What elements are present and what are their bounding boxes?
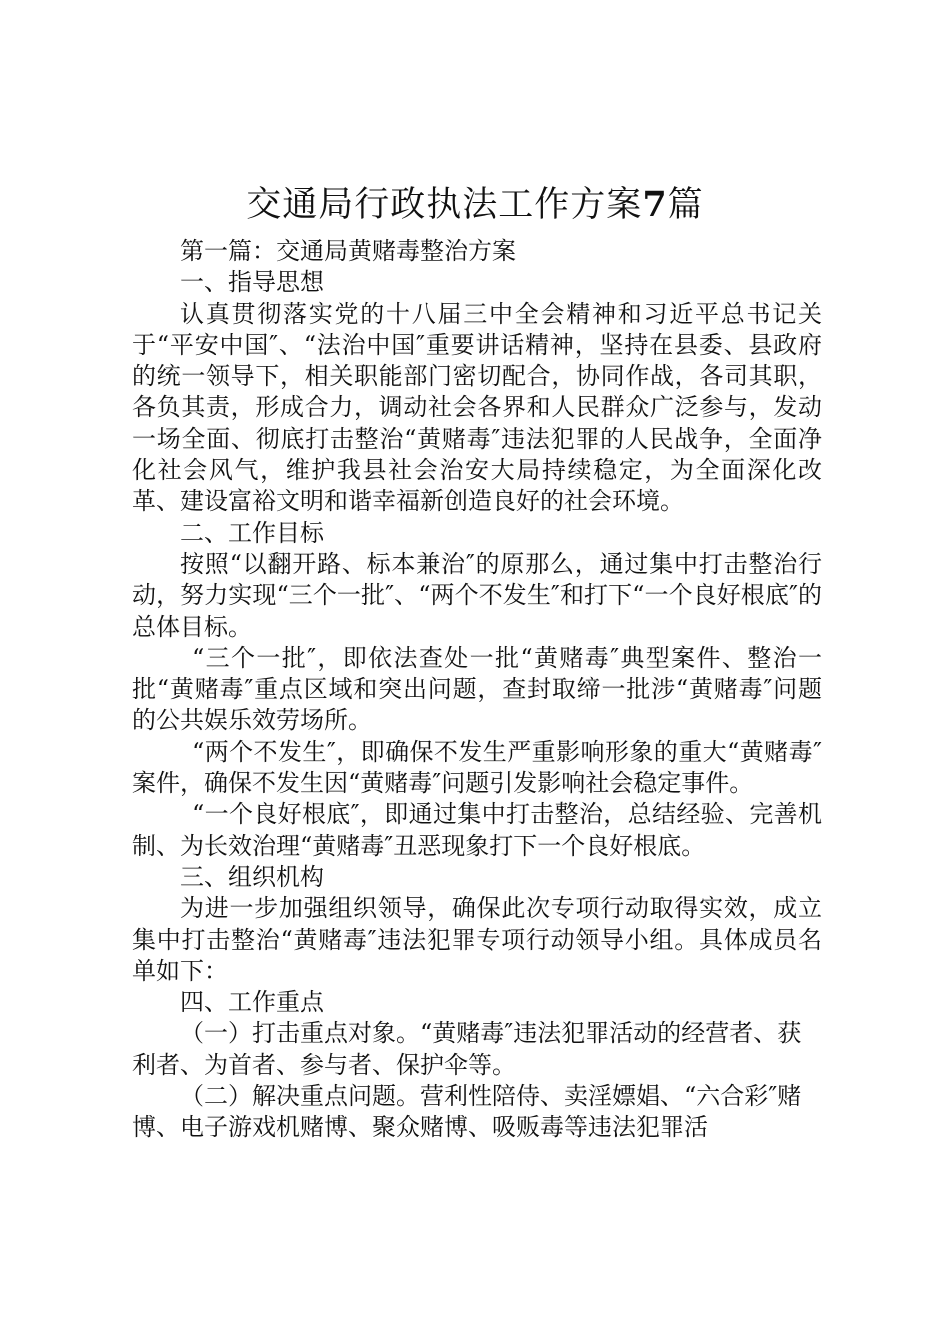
heading-organization: 三、组织机构	[180, 862, 324, 891]
paragraph-focus-targets: （一）打击重点对象。“黄赌毒″违法犯罪活动的经营者、获利者、为首者、参与者、保护伞等。	[132, 1019, 802, 1079]
document-title	[0, 180, 950, 230]
paragraph-three-batches: “三个一批″，即依法查处一批“黄赌毒″典型案件、整治一批“黄赌毒″重点区域和突出问题，查封取缔一批涉“黄赌毒″问题的公共娱乐效劳场所。	[132, 643, 822, 735]
heading-work-goals: 二、工作目标	[180, 518, 324, 547]
paragraph-work-goals: 按照“以翻开路、标本兼治″的原那么，通过集中打击整治行动，努力实现“三个一批″、“两个不发生″和打下“一个良好根底″的总体目标。	[132, 549, 822, 641]
title-main: 交通局行政执法工作方案	[246, 185, 643, 225]
document-body	[132, 236, 822, 1144]
paragraph-good-foundation: “一个良好根底″，即通过集中打击整治，总结经验、完善机制、为长效治理“黄赌毒″丑恶现象打下一个良好根底。	[132, 800, 822, 860]
heading-guiding-ideology: 一、指导思想	[180, 268, 324, 297]
paragraph-guiding-ideology: 认真贯彻落实党的十八届三中全会精神和习近平总书记关于“平安中国″、“法治中国″重要讲话精神，坚持在县委、县政府的统一领导下，相关职能部门密切配合，协同作战，各司其职，各负其责，形成合力，调动社会各界和人民群众广泛参与，发动一场全面、彻底打击整治“黄赌毒″违法犯罪的人民战争，全面净化社会风气，维护我县社会治安大局持续稳定，为全面深化改革、建设富裕文明和谐幸福新创造良好的社会环境。	[132, 299, 822, 516]
title-number: 7	[642, 184, 668, 225]
heading-work-focus: 四、工作重点	[180, 988, 324, 1017]
section-title-part1: 第一篇：交通局黄赌毒整治方案	[180, 237, 516, 265]
title-suffix: 篇	[667, 185, 704, 225]
paragraph-focus-problems: （二）解决重点问题。营利性陪侍、卖淫嫖娼、“六合彩″赌博、电子游戏机赌博、聚众赌博、吸贩毒等违法犯罪活	[132, 1082, 802, 1142]
paragraph-two-nevers: “两个不发生″，即确保不发生严重影响形象的重大“黄赌毒″案件，确保不发生因“黄赌毒″问题引发影响社会稳定事件。	[132, 737, 822, 798]
paragraph-organization: 为进一步加强组织领导，确保此次专项行动取得实效，成立集中打击整治“黄赌毒″违法犯罪专项行动领导小组。具体成员名单如下：	[132, 894, 822, 985]
